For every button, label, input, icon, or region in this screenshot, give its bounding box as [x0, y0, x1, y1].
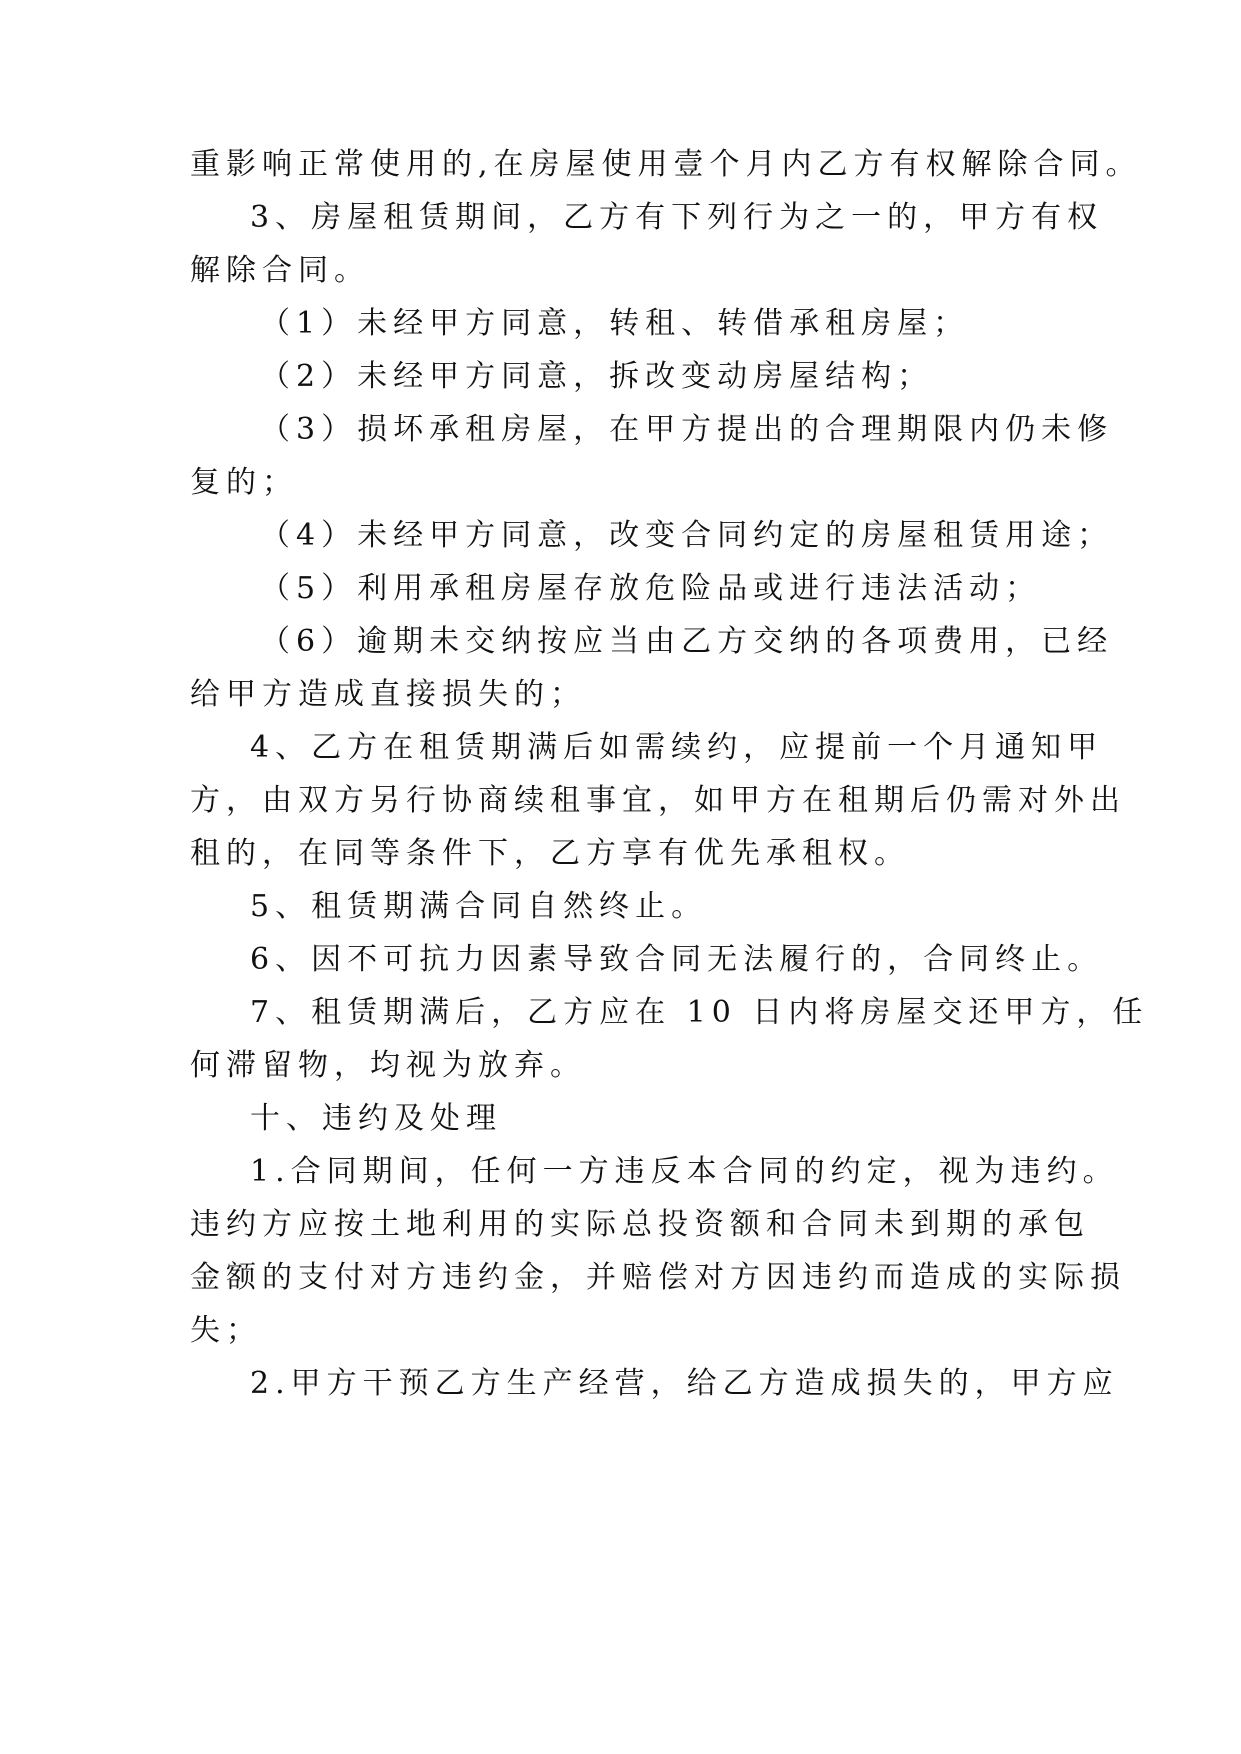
- item-3-line-1: （3）损坏承租房屋，在甲方提出的合理期限内仍未修: [260, 412, 1114, 447]
- clause-6-line: 6、因不可抗力因素导致合同无法履行的，合同终止。: [250, 942, 1104, 977]
- clause-4-line-1: 4、乙方在租赁期满后如需续约，应提前一个月通知甲: [250, 730, 1104, 765]
- penalty-1-line-1: 1.合同期间，任何一方违反本合同的约定，视为违约。: [250, 1154, 1119, 1189]
- penalty-1-line-4: 失；: [190, 1313, 262, 1348]
- section-10-heading: 十、违约及处理: [250, 1101, 502, 1136]
- item-2-line: （2）未经甲方同意，拆改变动房屋结构；: [260, 359, 934, 394]
- clause-7-line-1: 7、租赁期满后，乙方应在 10 日内将房屋交还甲方，任: [250, 995, 1149, 1030]
- clause-4-line-3: 租的，在同等条件下，乙方享有优先承租权。: [190, 836, 910, 871]
- clause-3-line-2: 解除合同。: [190, 253, 370, 288]
- clause-3-line-1: 3、房屋租赁期间，乙方有下列行为之一的，甲方有权: [250, 200, 1104, 235]
- penalty-1-line-3: 金额的支付对方违约金，并赔偿对方因违约而造成的实际损: [190, 1260, 1126, 1295]
- item-6-line-1: （6）逾期未交纳按应当由乙方交纳的各项费用，已经: [260, 624, 1114, 659]
- text-line-1: 重影响正常使用的,在房屋使用壹个月内乙方有权解除合同。: [190, 147, 1142, 182]
- item-4-line: （4）未经甲方同意，改变合同约定的房屋租赁用途；: [260, 518, 1114, 553]
- penalty-2-line-1: 2.甲方干预乙方生产经营，给乙方造成损失的，甲方应: [250, 1366, 1119, 1401]
- penalty-1-line-2: 违约方应按土地利用的实际总投资额和合同未到期的承包: [190, 1207, 1090, 1242]
- item-5-line: （5）利用承租房屋存放危险品或进行违法活动；: [260, 571, 1042, 606]
- item-6-line-2: 给甲方造成直接损失的；: [190, 677, 586, 712]
- clause-5-line: 5、租赁期满合同自然终止。: [250, 889, 708, 924]
- clause-7-line-2: 何滞留物，均视为放弃。: [190, 1048, 586, 1083]
- item-3-line-2: 复的；: [190, 465, 298, 500]
- item-1-line: （1）未经甲方同意，转租、转借承租房屋；: [260, 306, 970, 341]
- clause-4-line-2: 方，由双方另行协商续租事宜，如甲方在租期后仍需对外出: [190, 783, 1126, 818]
